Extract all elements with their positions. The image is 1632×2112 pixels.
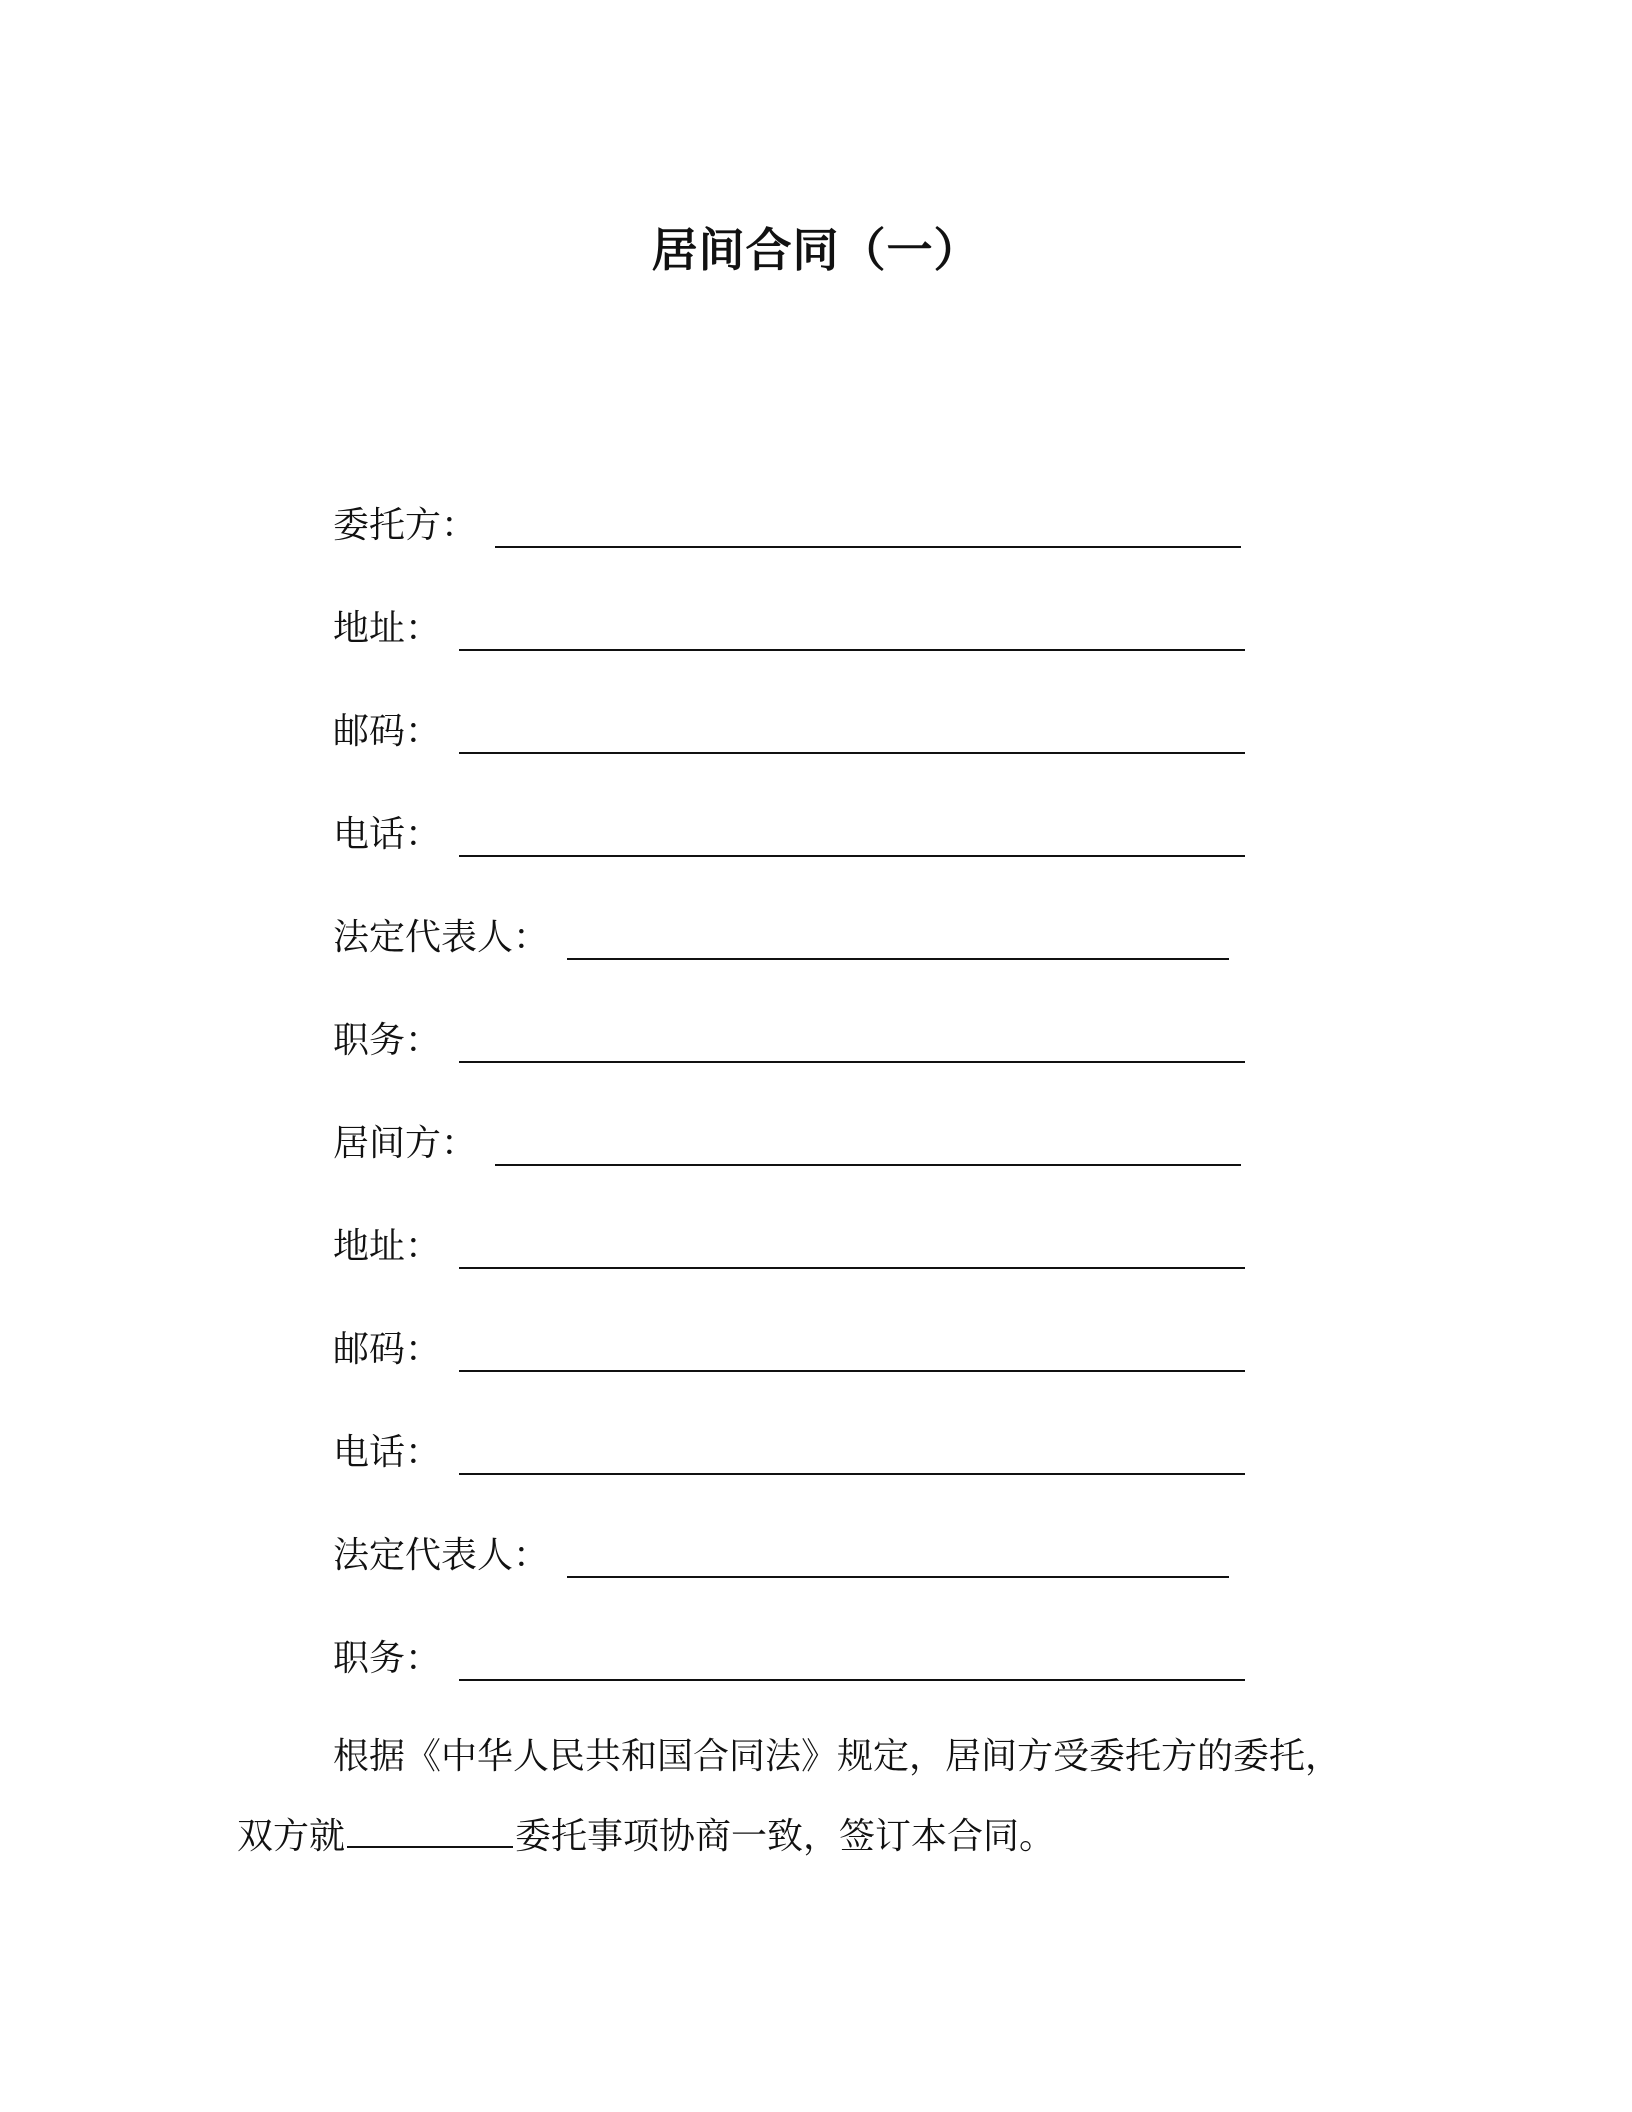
principal-phone-blank[interactable] bbox=[459, 817, 1245, 857]
principal-position-field bbox=[333, 1015, 1245, 1065]
intermediary-address-field bbox=[333, 1221, 1245, 1271]
intermediary-party-label: 居间方： bbox=[333, 1123, 478, 1164]
principal-legal-rep-label: 法定代表人： bbox=[333, 917, 550, 958]
intermediary-legal-rep-field bbox=[333, 1530, 1229, 1580]
principal-party-field bbox=[333, 500, 1241, 550]
intermediary-postcode-field bbox=[333, 1324, 1245, 1374]
intermediary-phone-label: 电话： bbox=[333, 1432, 442, 1473]
intermediary-legal-rep-blank[interactable] bbox=[567, 1538, 1229, 1578]
intermediary-postcode-label: 邮码： bbox=[333, 1329, 442, 1370]
principal-postcode-label: 邮码： bbox=[333, 711, 442, 752]
preamble-line-2-after: 委托事项协商一致，签订本合同。 bbox=[515, 1816, 1056, 1857]
intermediary-position-field bbox=[333, 1633, 1245, 1683]
intermediary-phone-blank[interactable] bbox=[459, 1435, 1245, 1475]
preamble-line-1: 根据《中华人民共和国合同法》规定，居间方受委托方的委托， bbox=[333, 1736, 1342, 1777]
principal-phone-field bbox=[333, 809, 1245, 859]
intermediary-phone-field bbox=[333, 1427, 1245, 1477]
intermediary-position-label: 职务： bbox=[333, 1638, 442, 1679]
intermediary-party-field bbox=[333, 1118, 1241, 1168]
intermediary-address-label: 地址： bbox=[333, 1226, 442, 1267]
intermediary-address-blank[interactable] bbox=[459, 1229, 1245, 1269]
principal-postcode-blank[interactable] bbox=[459, 714, 1245, 754]
preamble-line-2 bbox=[237, 1810, 1055, 1861]
entrusted-matter-blank[interactable] bbox=[347, 1810, 513, 1848]
intermediary-postcode-blank[interactable] bbox=[459, 1332, 1245, 1372]
principal-legal-rep-blank[interactable] bbox=[567, 920, 1229, 960]
principal-phone-label: 电话： bbox=[333, 814, 442, 855]
principal-party-label: 委托方： bbox=[333, 505, 478, 546]
principal-legal-rep-field bbox=[333, 912, 1229, 962]
principal-party-blank[interactable] bbox=[495, 508, 1241, 548]
document-title: 居间合同（一） bbox=[651, 223, 981, 277]
intermediary-legal-rep-label: 法定代表人： bbox=[333, 1535, 550, 1576]
principal-position-blank[interactable] bbox=[459, 1023, 1245, 1063]
principal-position-label: 职务： bbox=[333, 1020, 442, 1061]
principal-address-blank[interactable] bbox=[459, 611, 1245, 651]
principal-address-label: 地址： bbox=[333, 608, 442, 649]
principal-postcode-field bbox=[333, 706, 1245, 756]
preamble-line-2-before: 双方就 bbox=[237, 1816, 346, 1857]
principal-address-field bbox=[333, 603, 1245, 653]
intermediary-party-blank[interactable] bbox=[495, 1126, 1241, 1166]
intermediary-position-blank[interactable] bbox=[459, 1641, 1245, 1681]
